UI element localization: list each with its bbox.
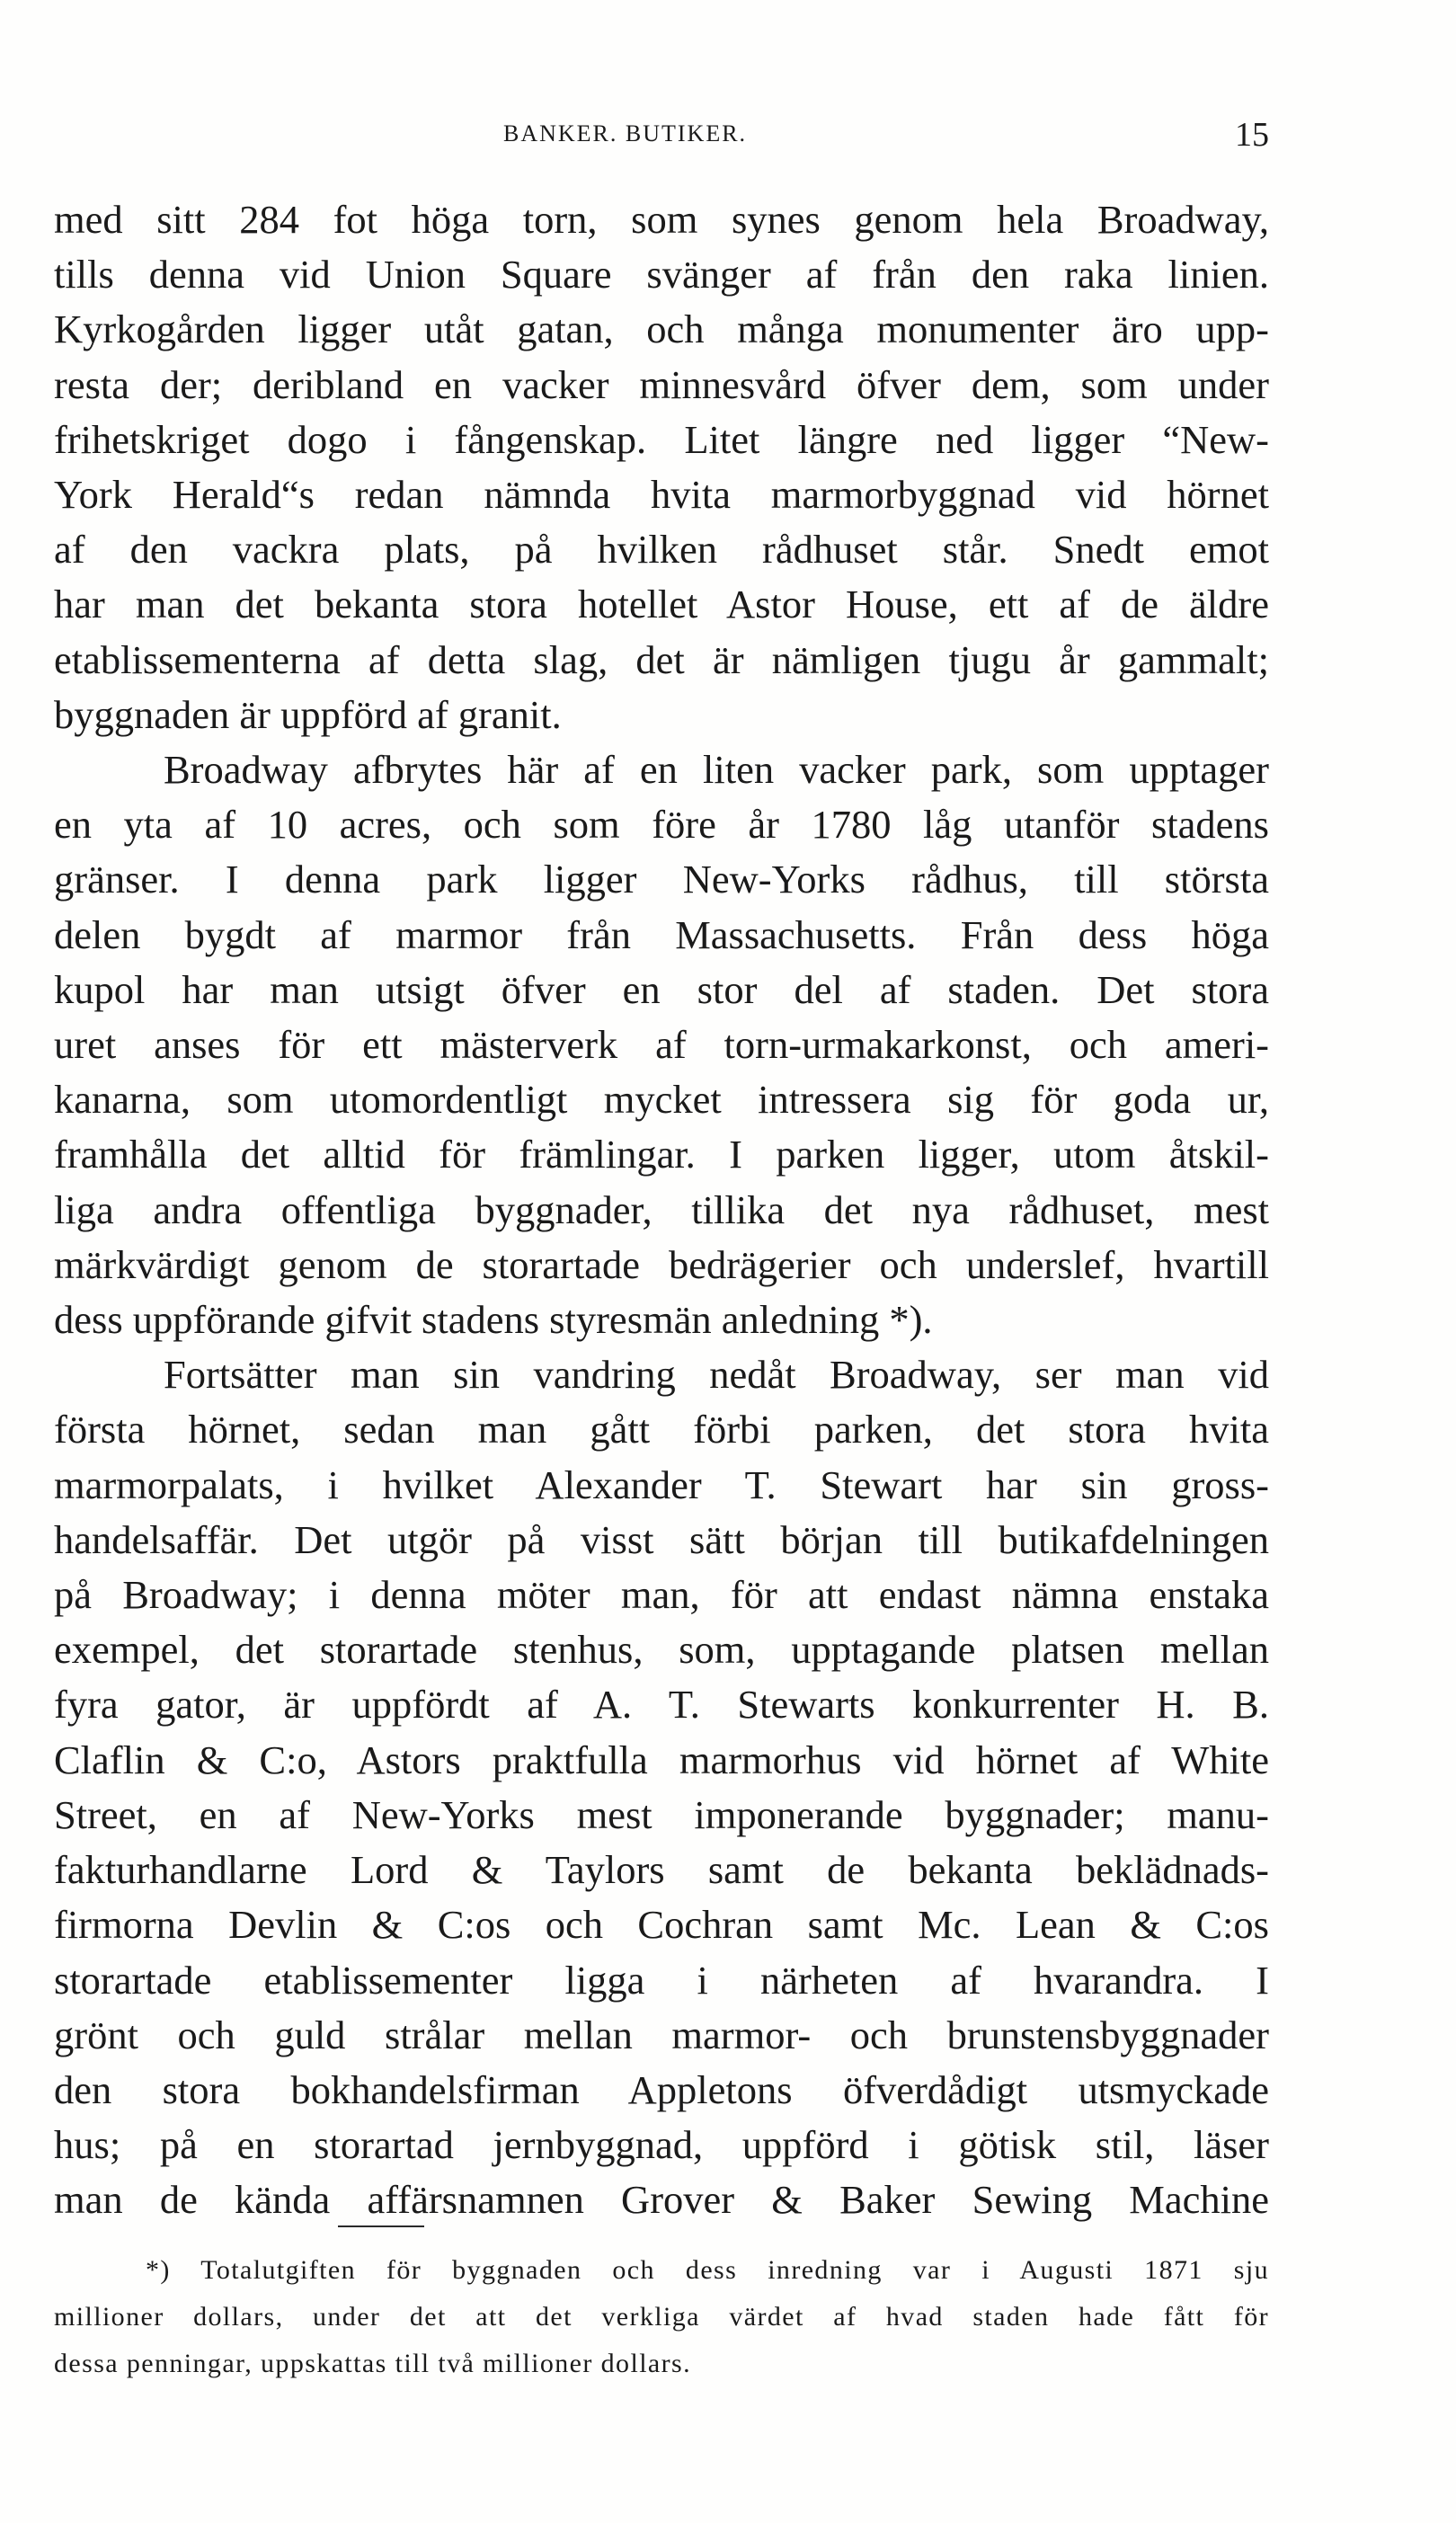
text-line: delen bygdt af marmor från Massachusetts. Från dess höga [54,911,1269,957]
text-line: exempel, det storartade stenhus, som, upptagande platsen mellan [54,1627,1269,1673]
text-line: fyra gator, är uppfördt af A. T. Stewarts konkurrenter H. B. [54,1682,1269,1728]
text-line: fakturhandlarne Lord & Taylors samt de bekanta beklädnads- [54,1847,1269,1893]
text-line: frihetskriget dogo i fångenskap. Litet längre ned ligger “New- [54,416,1269,462]
text-line: kupol har man utsigt öfver en stor del af staden. Det stora [54,966,1269,1012]
text-line: gränser. I denna park ligger New-Yorks rådhus, till största [54,857,1269,902]
text-line: liga andra offentliga byggnader, tillika det nya rådhuset, mest [54,1186,1269,1232]
text-line: Street, en af New-Yorks mest imponerande byggnader; manu- [54,1791,1269,1837]
text-line: York Herald“s redan nämnda hvita marmorbyggnad vid hörnet [54,472,1269,518]
text-line: har man det bekanta stora hotellet Astor House, ett af de äldre [54,582,1269,627]
body-text [54,192,1269,2228]
page-header [54,115,1269,158]
text-line: storartade etablissementer ligga i närheten af hvarandra. I [54,1957,1269,2003]
text-line: på Broadway; i denna möter man, för att endast nämna enstaka [54,1572,1269,1618]
footnote-line: dessa penningar, uppskattas till två millioner dollars. [54,2349,692,2378]
footnote-line: *) Totalutgiften för byggnaden och dess inredning var i Augusti 1871 sju [146,2255,1269,2285]
text-line: tills denna vid Union Square svänger af från den raka linien. [54,252,1269,298]
text-line: uret anses för ett mästerverk af torn-urmakarkonst, och ameri- [54,1022,1269,1068]
text-line: Broadway afbrytes här af en liten vacker park, som upptager [164,747,1269,793]
text-line: den stora bokhandelsfirman Appletons öfverdådigt utsmyckade [54,2066,1269,2112]
text-line: med sitt 284 fot höga torn, som synes genom hela Broadway, [54,197,1269,242]
text-line: man de kända affärsnamnen Grover & Baker Sewing Machine [54,2177,1269,2223]
text-line: firmorna Devlin & C:os och Cochran samt Mc. Lean & C:os [54,1902,1269,1948]
text-line: första hörnet, sedan man gått förbi parken, det stora hvita [54,1407,1269,1453]
text-line: byggnaden är uppförd af granit. [54,691,562,737]
text-line: marmorpalats, i hvilket Alexander T. Stewart har sin gross- [54,1461,1269,1507]
text-line: Kyrkogården ligger utåt gatan, och många monumenter äro upp- [54,306,1269,352]
text-line: Claflin & C:o, Astors praktfulla marmorhus vid hörnet af White [54,1737,1269,1782]
footnote-divider [338,2225,424,2227]
running-head: BANKER. BUTIKER. [503,120,748,147]
text-line: handelsaffär. Det utgör på visst sätt början till butikafdelningen [54,1516,1269,1562]
text-line: framhålla det alltid för främlingar. I parken ligger, utom åtskil- [54,1132,1269,1177]
page-number: 15 [1235,116,1269,154]
footnote-line: millioner dollars, under det att det verkliga värdet af hvad staden hade fått för [54,2302,1269,2332]
text-line: Fortsätter man sin vandring nedåt Broadway, ser man vid [164,1352,1269,1398]
text-line: af den vackra plats, på hvilken rådhuset står. Snedt emot [54,527,1269,573]
text-line: grönt och guld strålar mellan marmor- och brunstensbyggnader [54,2012,1269,2057]
text-line: kanarna, som utomordentligt mycket intressera sig för goda ur, [54,1077,1269,1123]
text-line: resta der; deribland en vacker minnesvård öfver dem, som under [54,361,1269,407]
text-line: etablissementerna af detta slag, det är nämligen tjugu år gammalt; [54,636,1269,682]
text-line: dess uppförande gifvit stadens styresmän anledning *). [54,1297,933,1343]
text-line: hus; på en storartad jernbyggnad, uppförd i götisk stil, läser [54,2122,1269,2168]
text-line: märkvärdigt genom de storartade bedrägerier och underslef, hvartill [54,1241,1269,1287]
footnote [54,2247,1269,2387]
text-line: en yta af 10 acres, och som före år 1780 låg utanför stadens [54,802,1269,848]
